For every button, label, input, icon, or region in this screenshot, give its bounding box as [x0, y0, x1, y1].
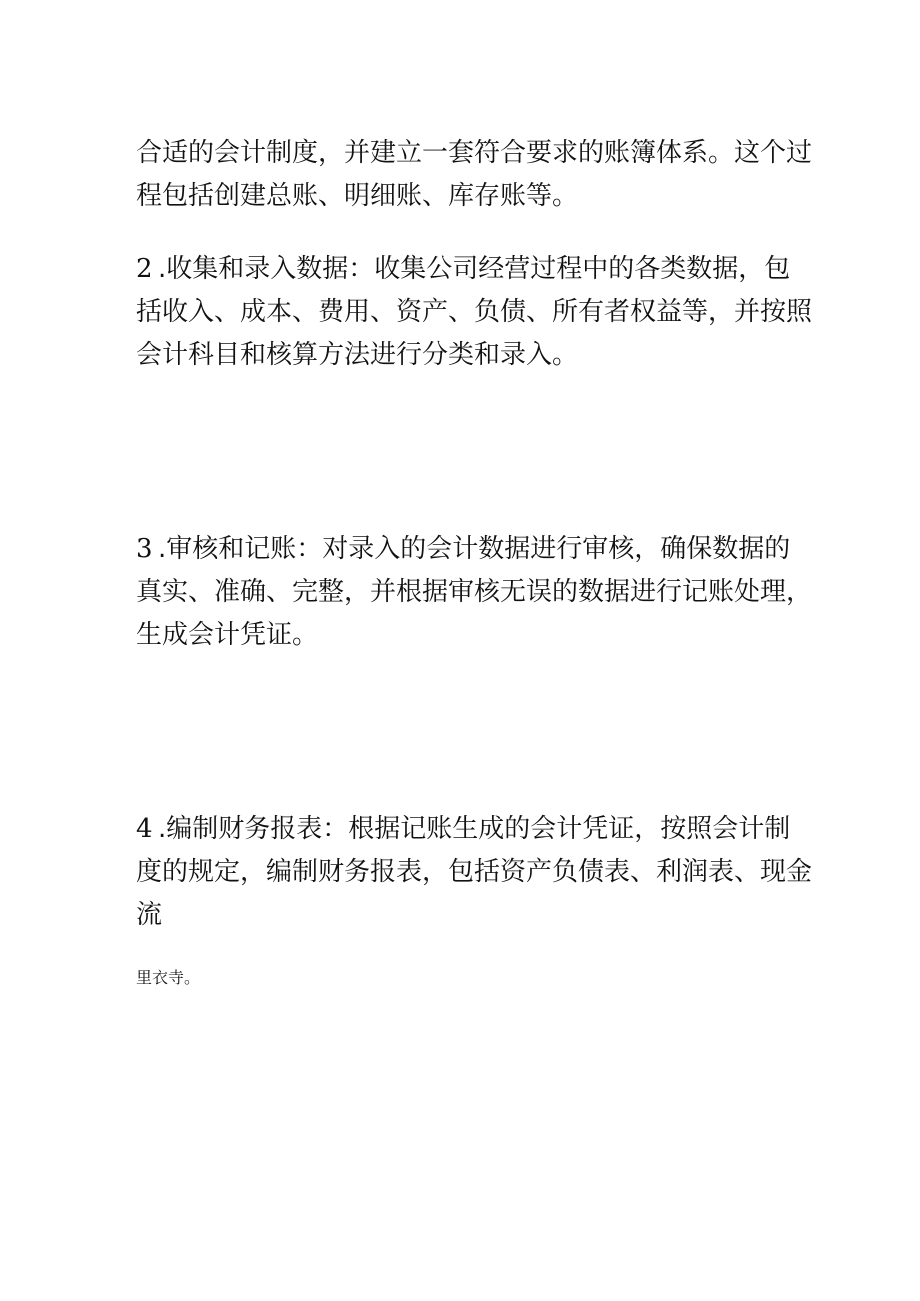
item-2-line-2: 括收入、成本、费用、资产、负债、所有者权益等，并按照 — [136, 297, 813, 327]
item-2-paragraph — [136, 248, 813, 377]
item-2-line-3: 会计科目和核算方法进行分类和录入。 — [136, 340, 579, 370]
item-2-line-1 — [136, 248, 796, 291]
item-2-line-1-text: .收集和录入数据：收集公司经营过程中的各类数据，包 — [158, 254, 791, 284]
item-4-line-1 — [136, 808, 796, 851]
intro-paragraph — [136, 132, 813, 218]
footer-note: 里衣寺。 — [136, 968, 201, 987]
item-3-line-1 — [136, 528, 796, 571]
item-3-line-3: 生成会计凭证。 — [136, 620, 319, 650]
item-3-paragraph — [136, 528, 813, 657]
intro-line-1: 合适的会计制度，并建立一套符合要求的账簿体系。这个过 — [136, 138, 813, 168]
item-3-line-1-text: .审核和记账：对录入的会计数据进行审核，确保数据的 — [158, 534, 791, 564]
item-2-number: 2 — [136, 254, 153, 284]
item-4-paragraph — [136, 808, 813, 937]
item-4-line-1-text: .编制财务报表：根据记账生成的会计凭证，按照会计制 — [158, 814, 791, 844]
item-4-line-2: 度的规定，编制财务报表，包括资产负债表、利润表、现金 — [136, 857, 813, 887]
item-3-line-2: 真实、准确、完整，并根据审核无误的数据进行记账处理， — [136, 577, 813, 607]
item-4-line-3: 流 — [136, 900, 163, 930]
item-3-number: 3 — [136, 534, 153, 564]
intro-line-2: 程包括创建总账、明细账、库存账等。 — [136, 181, 579, 211]
item-4-number: 4 — [136, 814, 153, 844]
